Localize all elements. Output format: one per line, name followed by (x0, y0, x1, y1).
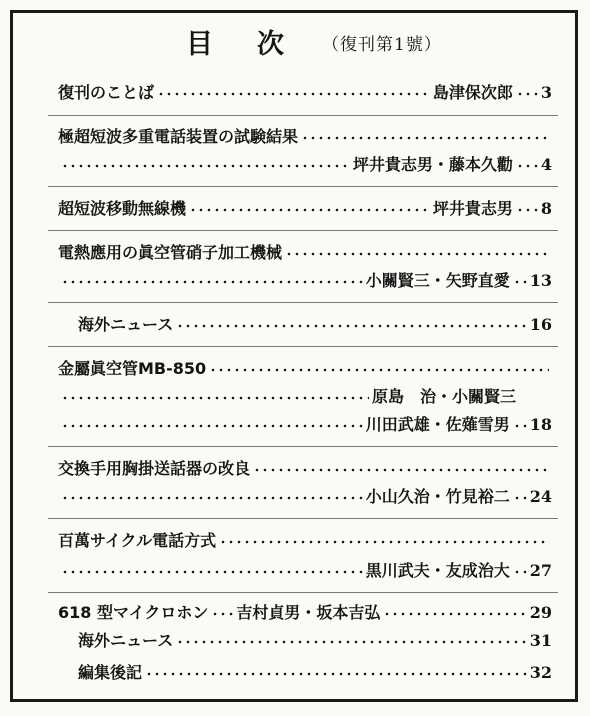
divider (48, 346, 558, 347)
dot-leader (513, 493, 527, 503)
entry-authors: 原島 治・小關賢三 (371, 387, 516, 406)
toc-entry (58, 456, 552, 484)
toc-entry (58, 80, 552, 108)
toc-entry-continued (58, 384, 552, 412)
dot-leader (301, 133, 549, 143)
issue-label: （復刊第1號） (322, 35, 442, 55)
dot-leader (516, 161, 538, 171)
entry-authors: 小關賢三・矢野直愛 (365, 271, 510, 290)
dot-leader (513, 277, 527, 287)
entry-title: 交換手用胸掛送話器の改良 (58, 459, 251, 478)
toc-entry-continued (58, 152, 552, 180)
toc-entry (58, 196, 552, 224)
dot-leader (61, 161, 350, 171)
dot-leader (145, 669, 527, 679)
entry-page: 8 (540, 199, 552, 218)
entry-page: 4 (540, 155, 552, 174)
entry-title: 海外ニュース (78, 631, 174, 650)
entry-title: 金屬眞空管MB-850 (58, 359, 207, 378)
dot-leader (219, 537, 549, 547)
dot-leader (157, 89, 430, 99)
entry-page: 24 (529, 487, 552, 506)
entry-authors: 坪井貴志男 (432, 199, 513, 218)
toc-entry-continued (58, 558, 552, 586)
toc-entry-continued (58, 268, 552, 296)
entry-authors: 黒川武夫・友成治大 (365, 561, 510, 580)
entry-authors: 小山久治・竹見裕二 (365, 487, 510, 506)
divider (48, 446, 558, 447)
entry-page: 18 (529, 415, 552, 434)
entry-authors: 坪井貴志男・藤本久勸 (352, 155, 513, 174)
entry-title: 復刊のことば (58, 83, 155, 102)
dot-leader (209, 365, 549, 375)
dot-leader (61, 567, 363, 577)
entry-title: 海外ニュース (78, 315, 174, 334)
dot-leader (61, 277, 363, 287)
toc-entry-continued (58, 412, 552, 440)
toc-header (0, 22, 590, 60)
entry-page: 13 (529, 271, 552, 290)
toc-entry (58, 528, 552, 556)
toc-entry (58, 124, 552, 152)
dot-leader (513, 421, 527, 431)
dot-leader (516, 205, 538, 215)
entry-page: 3 (540, 83, 552, 102)
divider (48, 592, 558, 593)
entry-page: 31 (529, 631, 552, 650)
dot-leader (383, 609, 526, 619)
dot-leader (253, 465, 549, 475)
entry-authors: 吉村貞男・坂本吉弘 (236, 603, 381, 622)
dot-leader (61, 421, 363, 431)
dot-leader (176, 637, 527, 647)
divider (48, 186, 558, 187)
dot-leader (211, 609, 233, 619)
dot-leader (61, 393, 369, 403)
entry-title: 618 型マイクロホン (58, 603, 209, 622)
divider (48, 115, 558, 116)
entry-page: 16 (529, 315, 552, 334)
toc-title: 目次 (186, 29, 328, 60)
divider (48, 230, 558, 231)
toc-entry (78, 660, 552, 688)
toc-entry (58, 240, 552, 268)
entry-title: 編集後記 (78, 663, 143, 682)
toc-entry (78, 312, 552, 340)
dot-leader (285, 249, 549, 259)
dot-leader (61, 493, 363, 503)
toc-entry (58, 600, 552, 628)
entry-page: 29 (529, 603, 552, 622)
toc-entry (58, 356, 552, 384)
entry-title: 百萬サイクル電話方式 (58, 531, 217, 550)
dot-leader (176, 321, 527, 331)
entry-authors: 島津保次郎 (432, 83, 513, 102)
toc-entry-continued (58, 484, 552, 512)
entry-title: 極超短波多重電話装置の試験結果 (58, 127, 299, 146)
entry-page: 27 (529, 561, 552, 580)
dot-leader (516, 89, 538, 99)
dot-leader (513, 567, 527, 577)
entry-page: 32 (529, 663, 552, 682)
entry-title: 電熱應用の眞空管硝子加工機械 (58, 243, 283, 262)
entry-title: 超短波移動無線機 (58, 199, 187, 218)
divider (48, 518, 558, 519)
toc-entry (78, 628, 552, 656)
entry-authors: 川田武雄・佐薙雪男 (365, 415, 510, 434)
dot-leader (189, 205, 430, 215)
divider (48, 302, 558, 303)
